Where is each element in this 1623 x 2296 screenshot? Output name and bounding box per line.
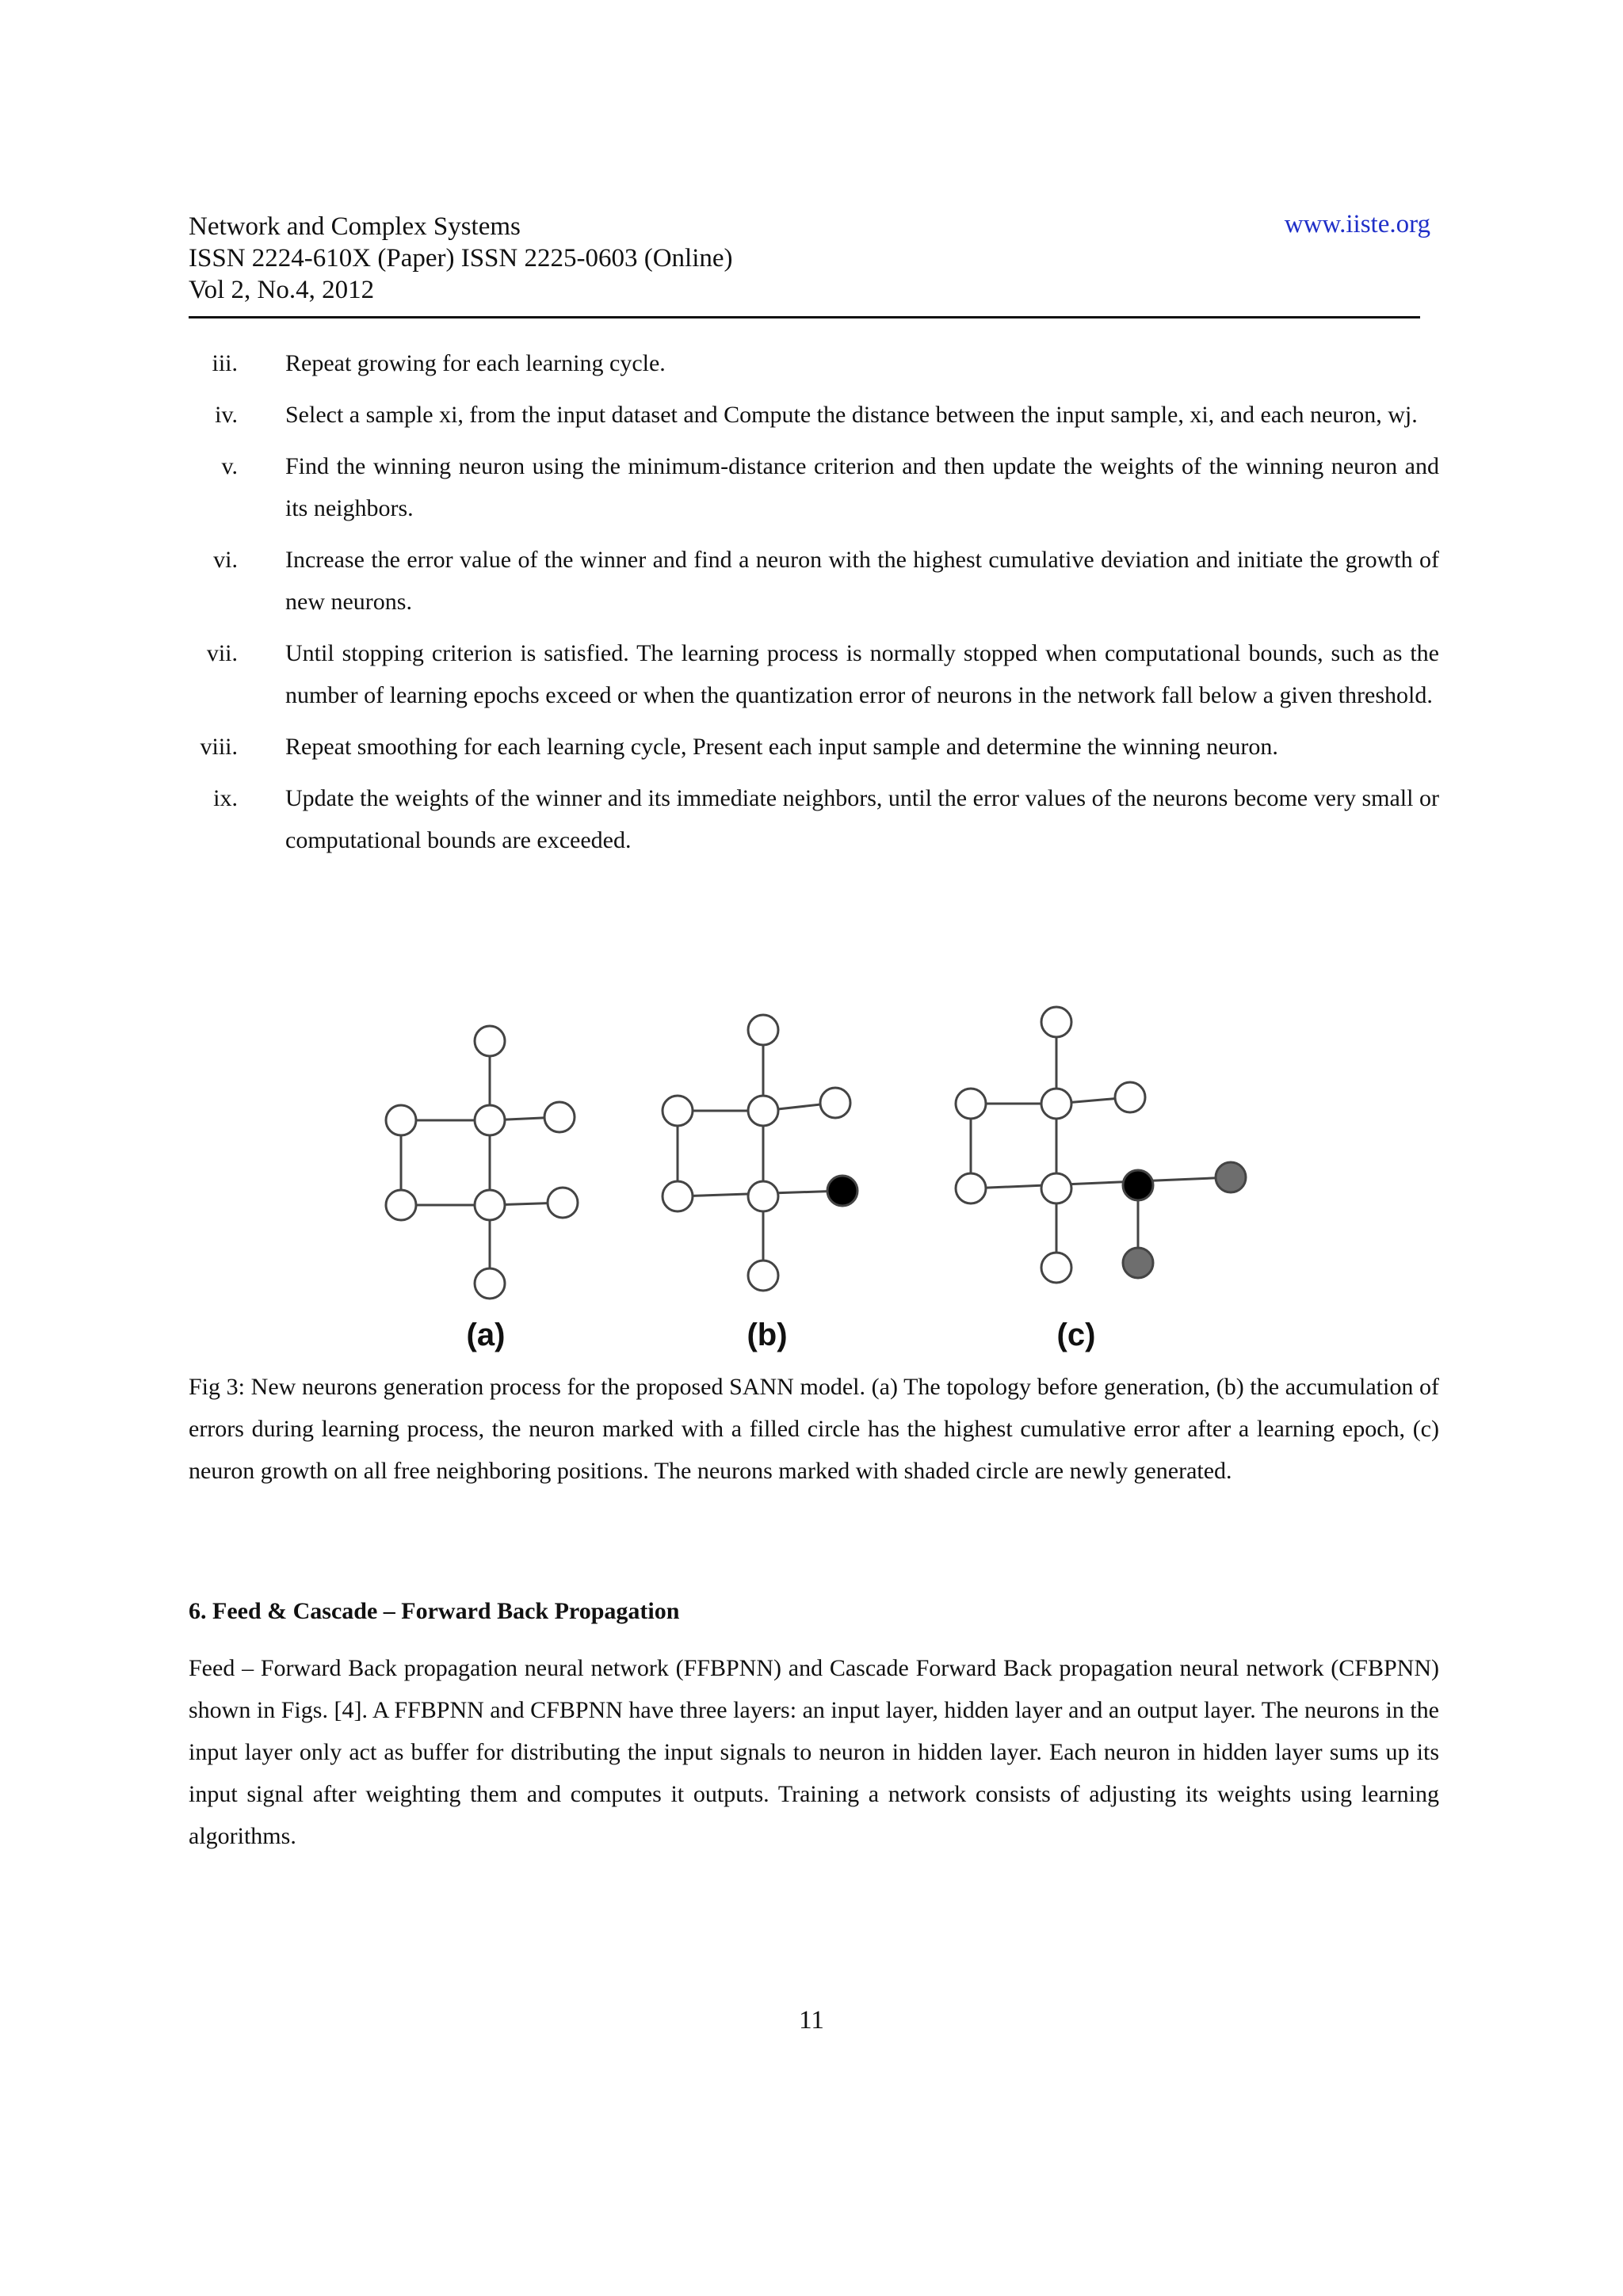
neuron-node: [956, 1089, 986, 1119]
list-item-text: Find the winning neuron using the minimum-distance criterion and then update the weights of the winning neuron and its neighbors.: [285, 453, 1439, 521]
subfigure-label-c: (c): [1056, 1318, 1096, 1352]
new-neuron-node: [1123, 1248, 1153, 1278]
neuron-node: [663, 1181, 693, 1211]
subfigure-label-a: (a): [466, 1318, 506, 1352]
volume-line: Vol 2, No.4, 2012: [189, 276, 375, 304]
neuron-node: [475, 1190, 505, 1220]
list-item-number: vi.: [213, 547, 238, 573]
list-item-text: Update the weights of the winner and its immediate neighbors, until the error values of the neurons become very small or computational bounds are exceeded.: [285, 785, 1439, 853]
subfigure-label-b: (b): [747, 1318, 788, 1352]
list-item-text: Select a sample xi, from the input dataset and Compute the distance between the input sample, xi, and each neuron, wj.: [285, 402, 1418, 428]
list-item: [189, 445, 1439, 529]
neuron-node: [386, 1105, 416, 1135]
neuron-node: [475, 1105, 505, 1135]
list-item-number: viii.: [200, 734, 238, 760]
list-item: [189, 539, 1439, 623]
list-item-text: Increase the error value of the winner and find a neuron with the highest cumulative deviation and initiate the growth of new neurons.: [285, 547, 1439, 615]
neuron-node: [386, 1190, 416, 1220]
neuron-node: [748, 1015, 778, 1045]
neuron-growth-figure: [349, 998, 1268, 1363]
list-item: [189, 777, 1439, 861]
winner-neuron-node: [827, 1176, 857, 1206]
neuron-node: [475, 1026, 505, 1056]
neuron-node: [663, 1096, 693, 1126]
subfigure-b: [663, 1015, 857, 1291]
neuron-node: [548, 1188, 578, 1218]
neuron-node: [1041, 1173, 1071, 1203]
list-item-text: Repeat smoothing for each learning cycle, Present each input sample and determine the winning neuron.: [285, 734, 1278, 760]
list-item: [189, 632, 1439, 716]
edge: [971, 1177, 1231, 1188]
neuron-node: [544, 1102, 575, 1132]
list-item-number: ix.: [213, 785, 238, 811]
neuron-node: [956, 1173, 986, 1203]
list-item-number: iii.: [212, 350, 238, 376]
neuron-node: [1041, 1253, 1071, 1283]
list-item: [189, 342, 1439, 384]
figure-caption: Fig 3: New neurons generation process for the proposed SANN model. (a) The topology before generation, (b) the accumulation of errors during learning process, the neuron marked with a filled circle has the highest cumulative error after a learning epoch, (c) neuron growth on all free neighboring positions. The neurons marked with shaded circle are newly generated.: [189, 1374, 1439, 1484]
winner-neuron-node: [1123, 1170, 1153, 1200]
neuron-node: [748, 1096, 778, 1126]
list-item-number: iv.: [215, 402, 238, 428]
neuron-node: [1115, 1082, 1145, 1112]
list-item-number: v.: [221, 453, 238, 479]
new-neuron-node: [1216, 1162, 1246, 1192]
list-item-text: Until stopping criterion is satisfied. The learning process is normally stopped when computational bounds, such as the number of learning epochs exceed or when the quantization error of neurons in the network fall below a given threshold.: [285, 640, 1439, 708]
subfigure-c: [956, 1007, 1246, 1283]
list-item-number: vii.: [206, 640, 238, 666]
neuron-node: [820, 1088, 850, 1118]
neuron-node: [1041, 1089, 1071, 1119]
list-item: [189, 394, 1439, 436]
journal-name: Network and Complex Systems: [189, 212, 521, 241]
issn-line: ISSN 2224-610X (Paper) ISSN 2225-0603 (Online): [189, 244, 733, 273]
list-item-text: Repeat growing for each learning cycle.: [285, 350, 666, 376]
header-rule: [189, 316, 1420, 318]
journal-url-link[interactable]: www.iiste.org: [1284, 210, 1430, 238]
list-item: [189, 726, 1439, 768]
neuron-node: [748, 1261, 778, 1291]
neuron-node: [1041, 1007, 1071, 1037]
section-paragraph: Feed – Forward Back propagation neural network (FFBPNN) and Cascade Forward Back propagation neural network (CFBPNN) shown in Figs. [4]. A FFBPNN and CFBPNN have three layers: an input layer, hidden layer and an output layer. The neurons in the input layer only act as buffer for distributing the input signals to neuron in hidden layer. Each neuron in hidden layer sums up its input signal after weighting them and computes it outputs. Training a network consists of adjusting its weights using learning algorithms.: [189, 1655, 1439, 1849]
algorithm-steps-list: [189, 342, 1439, 871]
subfigure-a: [386, 1026, 578, 1299]
neuron-node: [475, 1268, 505, 1299]
neuron-node: [748, 1181, 778, 1211]
section-heading: 6. Feed & Cascade – Forward Back Propagation: [189, 1598, 680, 1624]
page-number: 11: [799, 2006, 824, 2035]
